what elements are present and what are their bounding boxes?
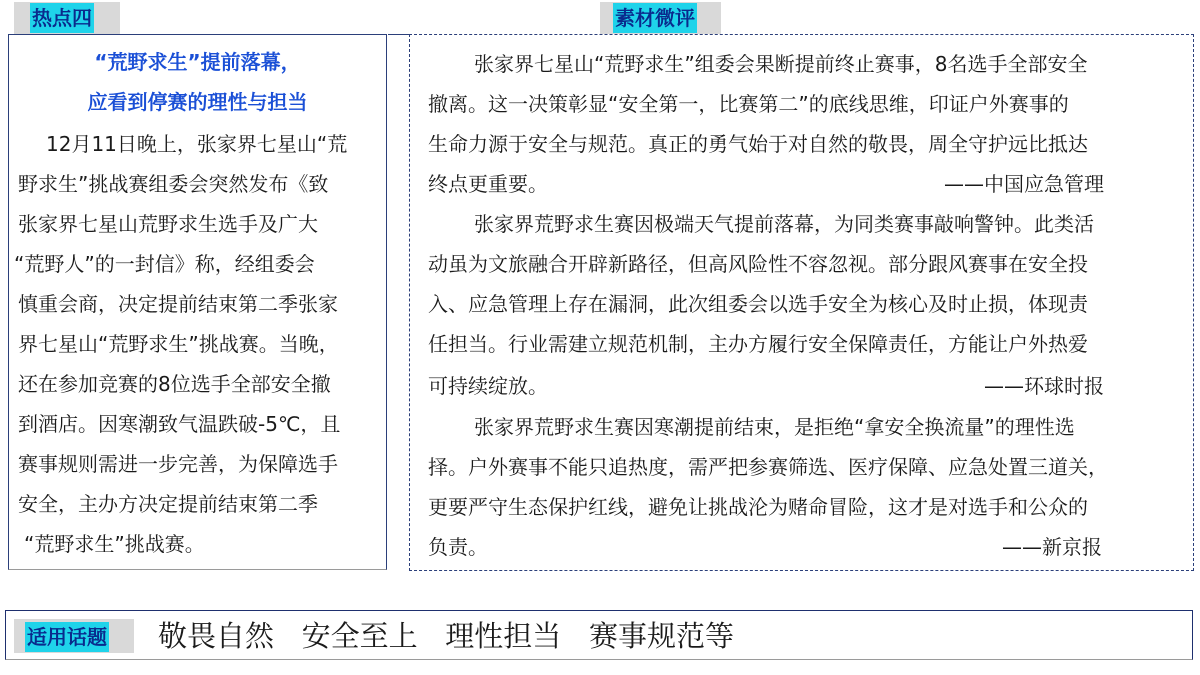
news-title-line-1: “荒野求生”提前落幕，	[94, 50, 301, 74]
comment-source: ——中国应急管理	[944, 172, 1104, 196]
material-tag: 素材微评	[613, 3, 697, 33]
panel-connector	[388, 34, 409, 35]
comment-line: 生命力源于安全与规范。真正的勇气始于对自然的敬畏，周全守护远比抵达	[428, 132, 1088, 156]
news-line: 安全，主办方决定提前结束第二季	[18, 492, 318, 516]
topic-tag: 适用话题	[25, 622, 109, 652]
comment-line: 可持续绽放。	[428, 374, 548, 398]
comment-line: 撤离。这一决策彰显“安全第一，比赛第二”的底线思维，印证户外赛事的	[428, 92, 1069, 116]
comment-line: 动虽为文旅融合开辟新路径，但高风险性不容忽视。部分跟风赛事在安全投	[428, 252, 1088, 276]
news-line: 到酒店。因寒潮致气温跌破-5℃，且	[18, 412, 341, 436]
news-line: 界七星山“荒野求生”挑战赛。当晚，	[18, 332, 339, 356]
news-line: 赛事规则需进一步完善，为保障选手	[18, 452, 338, 476]
topics-list: 敬畏自然 安全至上 理性担当 赛事规范等	[158, 619, 734, 653]
news-line: 张家界七星山荒野求生选手及广大	[18, 212, 318, 236]
news-title-line-2: 应看到停赛的理性与担当	[87, 90, 308, 114]
comment-line: 张家界七星山“荒野求生”组委会果断提前终止赛事，8名选手全部安全	[474, 52, 1088, 76]
hotspot-tag: 热点四	[30, 3, 94, 33]
comment-line: 更要严守生态保护红线，避免让挑战沦为赌命冒险，这才是对选手和公众的	[428, 495, 1088, 519]
comment-line: 负责。	[428, 535, 488, 559]
comment-line: 入、应急管理上存在漏洞，此次组委会以选手安全为核心及时止损，体现责	[428, 292, 1088, 316]
news-line: 慎重会商，决定提前结束第二季张家	[18, 292, 338, 316]
news-line: “荒野人”的一封信》称，经组委会	[14, 252, 315, 276]
comment-line: 任担当。行业需建立规范机制，主办方履行安全保障责任，方能让户外热爱	[428, 332, 1088, 356]
comment-line: 张家界荒野求生赛因寒潮提前结束，是拒绝“拿安全换流量”的理性选	[474, 415, 1075, 439]
comment-line: 终点更重要。	[428, 172, 548, 196]
comment-line: 张家界荒野求生赛因极端天气提前落幕，为同类赛事敲响警钟。此类活	[474, 212, 1094, 236]
comment-source: ——新京报	[1002, 535, 1102, 559]
news-line: “荒野求生”挑战赛。	[24, 532, 205, 556]
comment-source: ——环球时报	[984, 374, 1104, 398]
comment-line: 择。户外赛事不能只追热度，需严把参赛筛选、医疗保障、应急处置三道关，	[428, 455, 1108, 479]
news-line: 12月11日晚上，张家界七星山“荒	[46, 132, 348, 156]
news-line: 野求生”挑战赛组委会突然发布《致	[18, 172, 329, 196]
news-line: 还在参加竞赛的8位选手全部安全撤	[18, 372, 331, 396]
